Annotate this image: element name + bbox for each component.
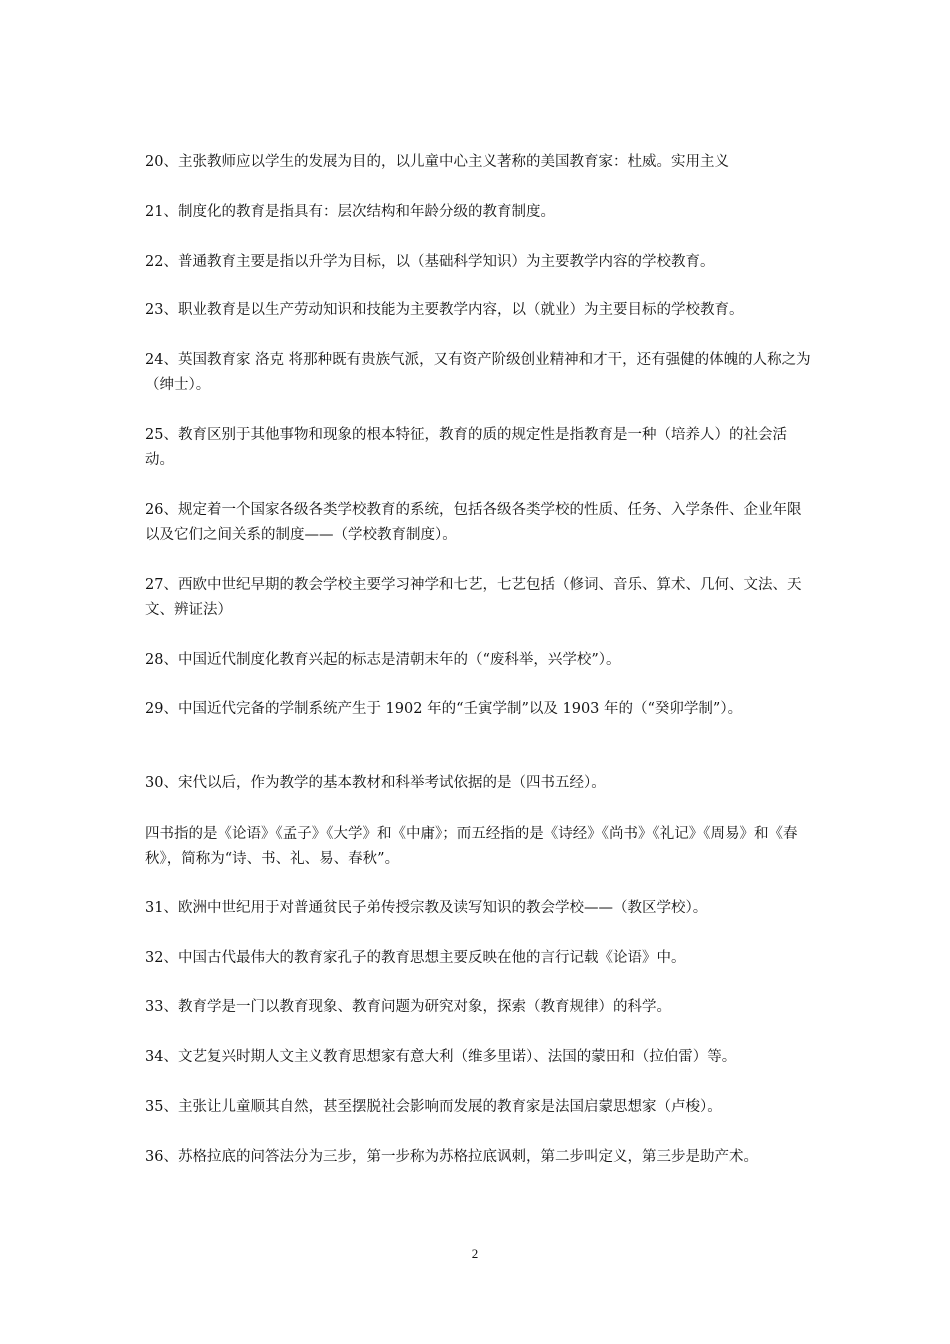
paragraph-28: 28、中国近代制度化教育兴起的标志是清朝末年的（“废科举，兴学校”）。 <box>145 652 621 668</box>
paragraph-25: 25、教育区别于其他事物和现象的根本特征，教育的质的规定性是指教育是一种（培养人）的社会活动。 <box>145 427 787 468</box>
paragraph-33: 33、教育学是一门以教育现象、教育问题为研究对象，探索（教育规律）的科学。 <box>145 999 671 1015</box>
paragraph-35: 35、主张让儿童顺其自然，甚至摆脱社会影响而发展的教育家是法国启蒙思想家（卢梭）。 <box>145 1099 722 1115</box>
paragraph-26: 26、规定着一个国家各级各类学校教育的系统，包括各级各类学校的性质、任务、入学条件、企业年限以及它们之间关系的制度——（学校教育制度）。 <box>145 502 802 543</box>
paragraph-31: 31、欧洲中世纪用于对普通贫民子弟传授宗教及读写知识的教会学校——（教区学校）。 <box>145 900 708 916</box>
paragraph-30-note: 四书指的是《论语》《孟子》《大学》和《中庸》；而五经指的是《诗经》《尚书》《礼记》《周易》和《春秋》，简称为“诗、书、礼、易、春秋”。 <box>145 826 798 867</box>
paragraph-24: 24、英国教育家 洛克 将那种既有贵族气派，又有资产阶级创业精神和才干，还有强健的体魄的人称之为（绅士）。 <box>145 352 811 393</box>
paragraph-32: 32、中国古代最伟大的教育家孔子的教育思想主要反映在他的言行记载《论语》中。 <box>145 950 686 966</box>
paragraph-22: 22、普通教育主要是指以升学为目标，以（基础科学知识）为主要教学内容的学校教育。 <box>145 254 715 270</box>
page-number: 2 <box>471 1246 479 1261</box>
paragraph-20: 20、主张教师应以学生的发展为目的，以儿童中心主义著称的美国教育家：杜威。实用主义 <box>145 154 729 170</box>
paragraph-29: 29、中国近代完备的学制系统产生于 1902 年的“壬寅学制”以及 1903 年的（“癸卯学制”）。 <box>145 701 743 717</box>
paragraph-23: 23、职业教育是以生产劳动知识和技能为主要教学内容，以（就业）为主要目标的学校教育。 <box>145 302 744 318</box>
paragraph-34: 34、文艺复兴时期人文主义教育思想家有意大利（维多里诺）、法国的蒙田和（拉伯雷）等。 <box>145 1049 737 1065</box>
paragraph-30: 30、宋代以后，作为教学的基本教材和科举考试依据的是（四书五经）。 <box>145 775 606 791</box>
paragraph-27: 27、西欧中世纪早期的教会学校主要学习神学和七艺，七艺包括（修词、音乐、算术、几何、文法、天文、辨证法） <box>145 577 802 618</box>
paragraph-21: 21、制度化的教育是指具有：层次结构和年龄分级的教育制度。 <box>145 204 555 220</box>
paragraph-36: 36、苏格拉底的问答法分为三步，第一步称为苏格拉底讽刺，第二步叫定义，第三步是助产术。 <box>145 1149 758 1165</box>
